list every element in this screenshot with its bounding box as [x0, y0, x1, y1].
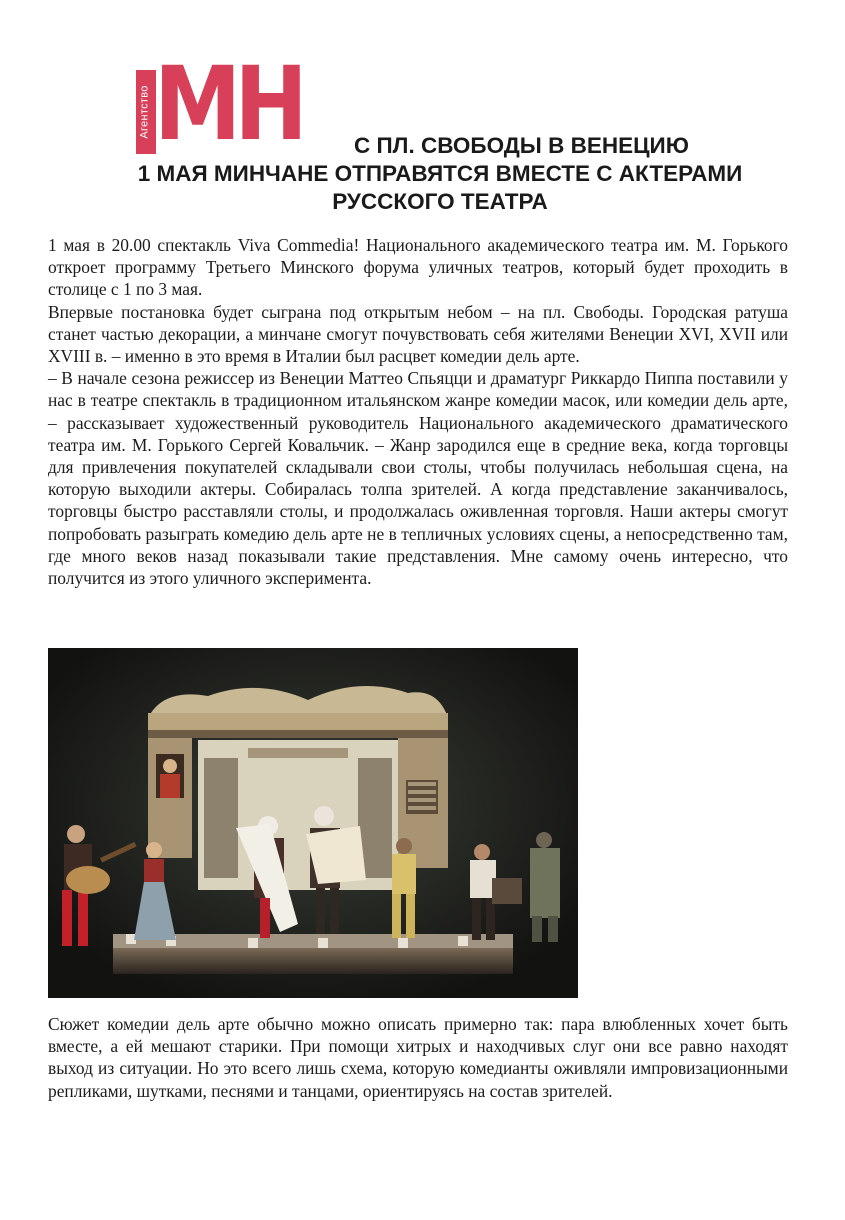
- stage-photo: [48, 648, 578, 998]
- logo-agency-label: Агентство: [139, 85, 152, 139]
- headline-line-1: С ПЛ. СВОБОДЫ В ВЕНЕЦИЮ: [354, 133, 689, 158]
- paragraph: 1 мая в 20.00 спектакль Viva Commedia! Национального академического театра им. М. Горького откроет программу Третьего Минского форума уличных театров, который будет проходить в столице с 1 по 3 мая.: [48, 235, 788, 300]
- headline-line-2: 1 МАЯ МИНЧАНЕ ОТПРАВЯТСЯ ВМЕСТЕ С АКТЕРАМИ: [137, 161, 743, 186]
- paragraph: Сюжет комедии дель арте обычно можно описать примерно так: пара влюбленных хочет быть вместе, а ей мешают старики. При помощи хитрых и находчивых слуг они все равно находят выход из ситуации. Но это всего лишь схема, которую комедианты оживляли импровизационными репликами, шутками, песнями и танцами, ориентируясь на состав зрителей.: [48, 1014, 788, 1101]
- logo-letters: МН: [154, 45, 301, 164]
- article-body-bottom: [48, 1013, 788, 1102]
- headline: [40, 132, 840, 216]
- paragraph: – В начале сезона режиссер из Венеции Маттео Спьяцци и драматург Риккардо Пиппа поставили у нас в театре спектакль в традиционном итальянском жанре комедии масок, или комедии дель арте, – рассказывает художественный руководитель Национального академического драматического театра им. М. Горького Сергей Ковальчик. – Жанр зародился еще в средние века, когда торговцы для привлечения покупателей складывали свои столы, чтобы получилась небольшая сцена, на которую выходили актеры. Собиралась толпа зрителей. А когда представление заканчивалось, торговцы быстро расставляли столы, и продолжалась оживленная торговля. Наши актеры смогут попробовать разыграть комедию дель арте не в тепличных условиях сцены, а непосредственно там, где много веков назад показывали такие представления. Мне самому очень интересно, что получится из этого уличного эксперимента.: [48, 368, 788, 589]
- article-body-top: [48, 234, 788, 589]
- paragraph: Впервые постановка будет сыграна под открытым небом – на пл. Свободы. Городская ратуша станет частью декорации, а минчане смогут почувствовать себя жителями Венеции XVI, XVII или XVIII в. – именно в это время в Италии был расцвет комедии дель арте.: [48, 301, 788, 367]
- headline-line-3: РУССКОГО ТЕАТРА: [332, 189, 548, 214]
- stage-photo-illustration: [48, 648, 578, 998]
